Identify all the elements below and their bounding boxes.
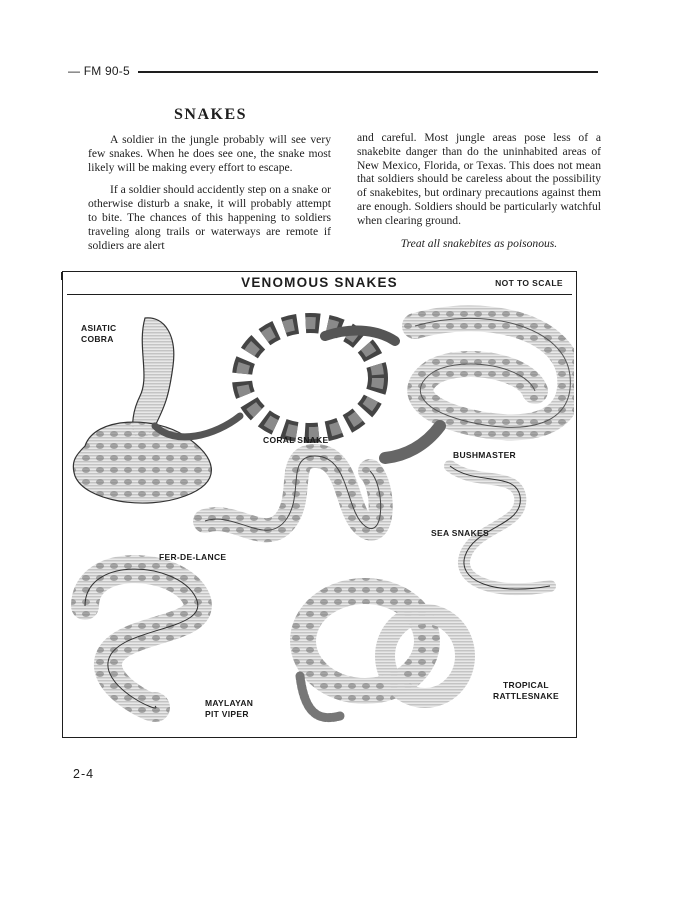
paragraph-3: and careful. Most jungle areas pose less of a snakebite danger than do the uninhabited areas of New Mexico, Florida, or Texas. This does not mean that soldiers should be careless about the possibility of snakebites, but ordinary precautions against them are enough. Soldiers should be particularly watchful when clearing ground. — [357, 131, 601, 227]
bushmaster-illustration — [385, 318, 570, 458]
label-maylayan-pit-viper: MAYLAYAN PIT VIPER — [205, 698, 254, 719]
left-column — [88, 133, 331, 261]
label-asiatic-cobra: ASIATIC COBRA — [81, 323, 117, 344]
not-to-scale-note: NOT TO SCALE — [495, 278, 563, 288]
venomous-snakes-figure — [62, 271, 577, 738]
figure-title: VENOMOUS SNAKES — [241, 275, 398, 290]
right-column — [357, 131, 601, 259]
document-code: — FM 90-5 — [68, 63, 134, 79]
label-tropical-rattlesnake: TROPICAL RATTLESNAKE — [493, 680, 559, 701]
header-rule — [138, 71, 598, 73]
snake-illustrations — [65, 296, 574, 734]
label-sea-snakes: SEA SNAKES — [431, 528, 489, 538]
label-bushmaster: BUSHMASTER — [453, 450, 516, 460]
paragraph-1: A soldier in the jungle probably will see very few snakes. When he does see one, the snake most likely will be making every effort to escape. — [88, 133, 331, 174]
emphasis-note: Treat all snakebites as poisonous. — [400, 236, 558, 250]
pit-viper-illustration — [85, 569, 198, 708]
page-number: 2-4 — [73, 767, 95, 781]
tropical-rattlesnake-illustration — [300, 591, 465, 718]
figure-title-rule — [67, 294, 572, 295]
paragraph-2: If a soldier should accidently step on a snake or otherwise disturb a snake, it will probably attempt to bite. The chances of this happening to soldiers traveling along trails or waterways are remote if soldiers are alert — [88, 183, 331, 252]
section-title: SNAKES — [173, 106, 248, 123]
fer-de-lance-illustration — [205, 456, 381, 530]
coral-snake-illustration — [242, 323, 395, 433]
running-header — [68, 63, 598, 79]
label-fer-de-lance: FER-DE-LANCE — [159, 552, 227, 562]
asiatic-cobra-illustration — [73, 318, 240, 503]
label-coral-snake: CORAL SNAKE — [263, 435, 329, 445]
